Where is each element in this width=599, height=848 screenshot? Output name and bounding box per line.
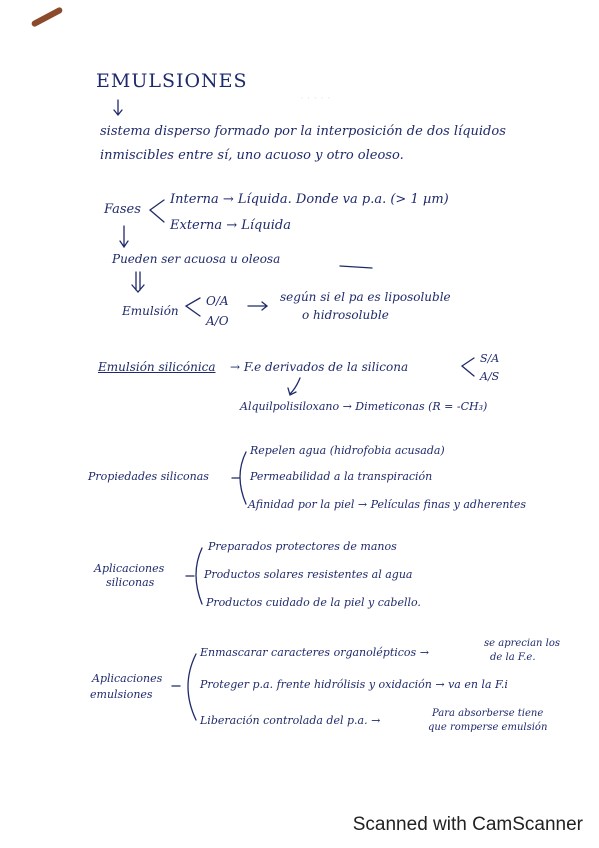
propiedad-item-2: Permeabilidad a la transpiración	[250, 470, 433, 483]
aplicacion-silicona-item-2: Productos solares resistentes al agua	[204, 568, 413, 581]
page-title: EMULSIONES	[96, 70, 248, 92]
double-arrow-down	[132, 272, 144, 292]
siliconica-label: Emulsión silicónica	[98, 360, 216, 374]
arrow-right-emulsion	[248, 302, 267, 310]
arrow-down-fases	[120, 226, 128, 247]
emulsion-oa: O/A	[206, 294, 229, 308]
emulsion-note-4: que romperse emulsión	[428, 722, 548, 733]
brace-aplicaciones-siliconas	[186, 548, 202, 604]
aplicaciones-emulsiones-label-1: Aplicaciones	[92, 672, 163, 685]
siliconica-desc: → F.e derivados de la silicona	[230, 360, 409, 374]
propiedades-label: Propiedades siliconas	[88, 470, 209, 483]
brace-propiedades	[232, 452, 246, 504]
fases-label: Fases	[104, 202, 141, 217]
emulsion-note-3: Para absorberse tiene	[432, 708, 544, 719]
propiedad-item-3: Afinidad por la piel → Películas finas y adherentes	[248, 498, 526, 511]
emulsion-desc-1: según si el pa es liposoluble	[280, 290, 451, 304]
stray-line	[340, 266, 372, 268]
aplicaciones-emulsiones-label-2: emulsiones	[90, 688, 153, 701]
camscanner-watermark: Scanned with CamScanner	[352, 814, 583, 835]
aplicaciones-siliconas-label-2: siliconas	[106, 576, 155, 589]
brace-fases	[150, 200, 164, 222]
emulsion-label: Emulsión	[122, 304, 179, 318]
emulsion-note-2: de la F.e.	[490, 652, 536, 663]
aplicaciones-siliconas-label-1: Aplicaciones	[94, 562, 165, 575]
propiedad-item-1: Repelen agua (hidrofobia acusada)	[250, 444, 445, 457]
aplicacion-emulsion-item-3: Liberación controlada del p.a. →	[200, 714, 381, 727]
brace-siliconica	[462, 358, 474, 376]
pueden-ser-text: Pueden ser acuosa u oleosa	[112, 252, 281, 266]
emulsion-note-1: se aprecian los	[484, 638, 561, 649]
emulsion-desc-2: o hidrosoluble	[302, 308, 389, 322]
aplicacion-silicona-item-3: Productos cuidado de la piel y cabello.	[206, 596, 421, 609]
definition-line-2: inmiscibles entre sí, uno acuoso y otro oleoso.	[100, 148, 404, 163]
fase-interna: Interna → Líquida. Donde va p.a. (> 1 µm)	[170, 192, 449, 207]
aplicacion-emulsion-item-2: Proteger p.a. frente hidrólisis y oxidación → va en la F.i	[200, 678, 508, 691]
aplicacion-silicona-item-1: Preparados protectores de manos	[208, 540, 397, 553]
brace-aplicaciones-emulsiones	[172, 654, 196, 720]
aplicacion-emulsion-item-1: Enmascarar caracteres organolépticos →	[200, 646, 429, 659]
arrow-down-title	[114, 100, 122, 115]
emulsion-ao: A/O	[206, 314, 229, 328]
siliconica-sub: Alquilpolisiloxano → Dimeticonas (R = -CH₃)	[240, 400, 488, 413]
brace-emulsion	[186, 298, 200, 316]
siliconica-as: A/S	[480, 370, 500, 383]
arrow-down-siliconica	[288, 378, 300, 395]
bleed-through-text: · · · · ·	[300, 92, 331, 104]
siliconica-sa: S/A	[480, 352, 500, 365]
definition-line-1: sistema disperso formado por la interposición de dos líquidos	[100, 124, 506, 139]
fase-externa: Externa → Líquida	[170, 218, 291, 233]
